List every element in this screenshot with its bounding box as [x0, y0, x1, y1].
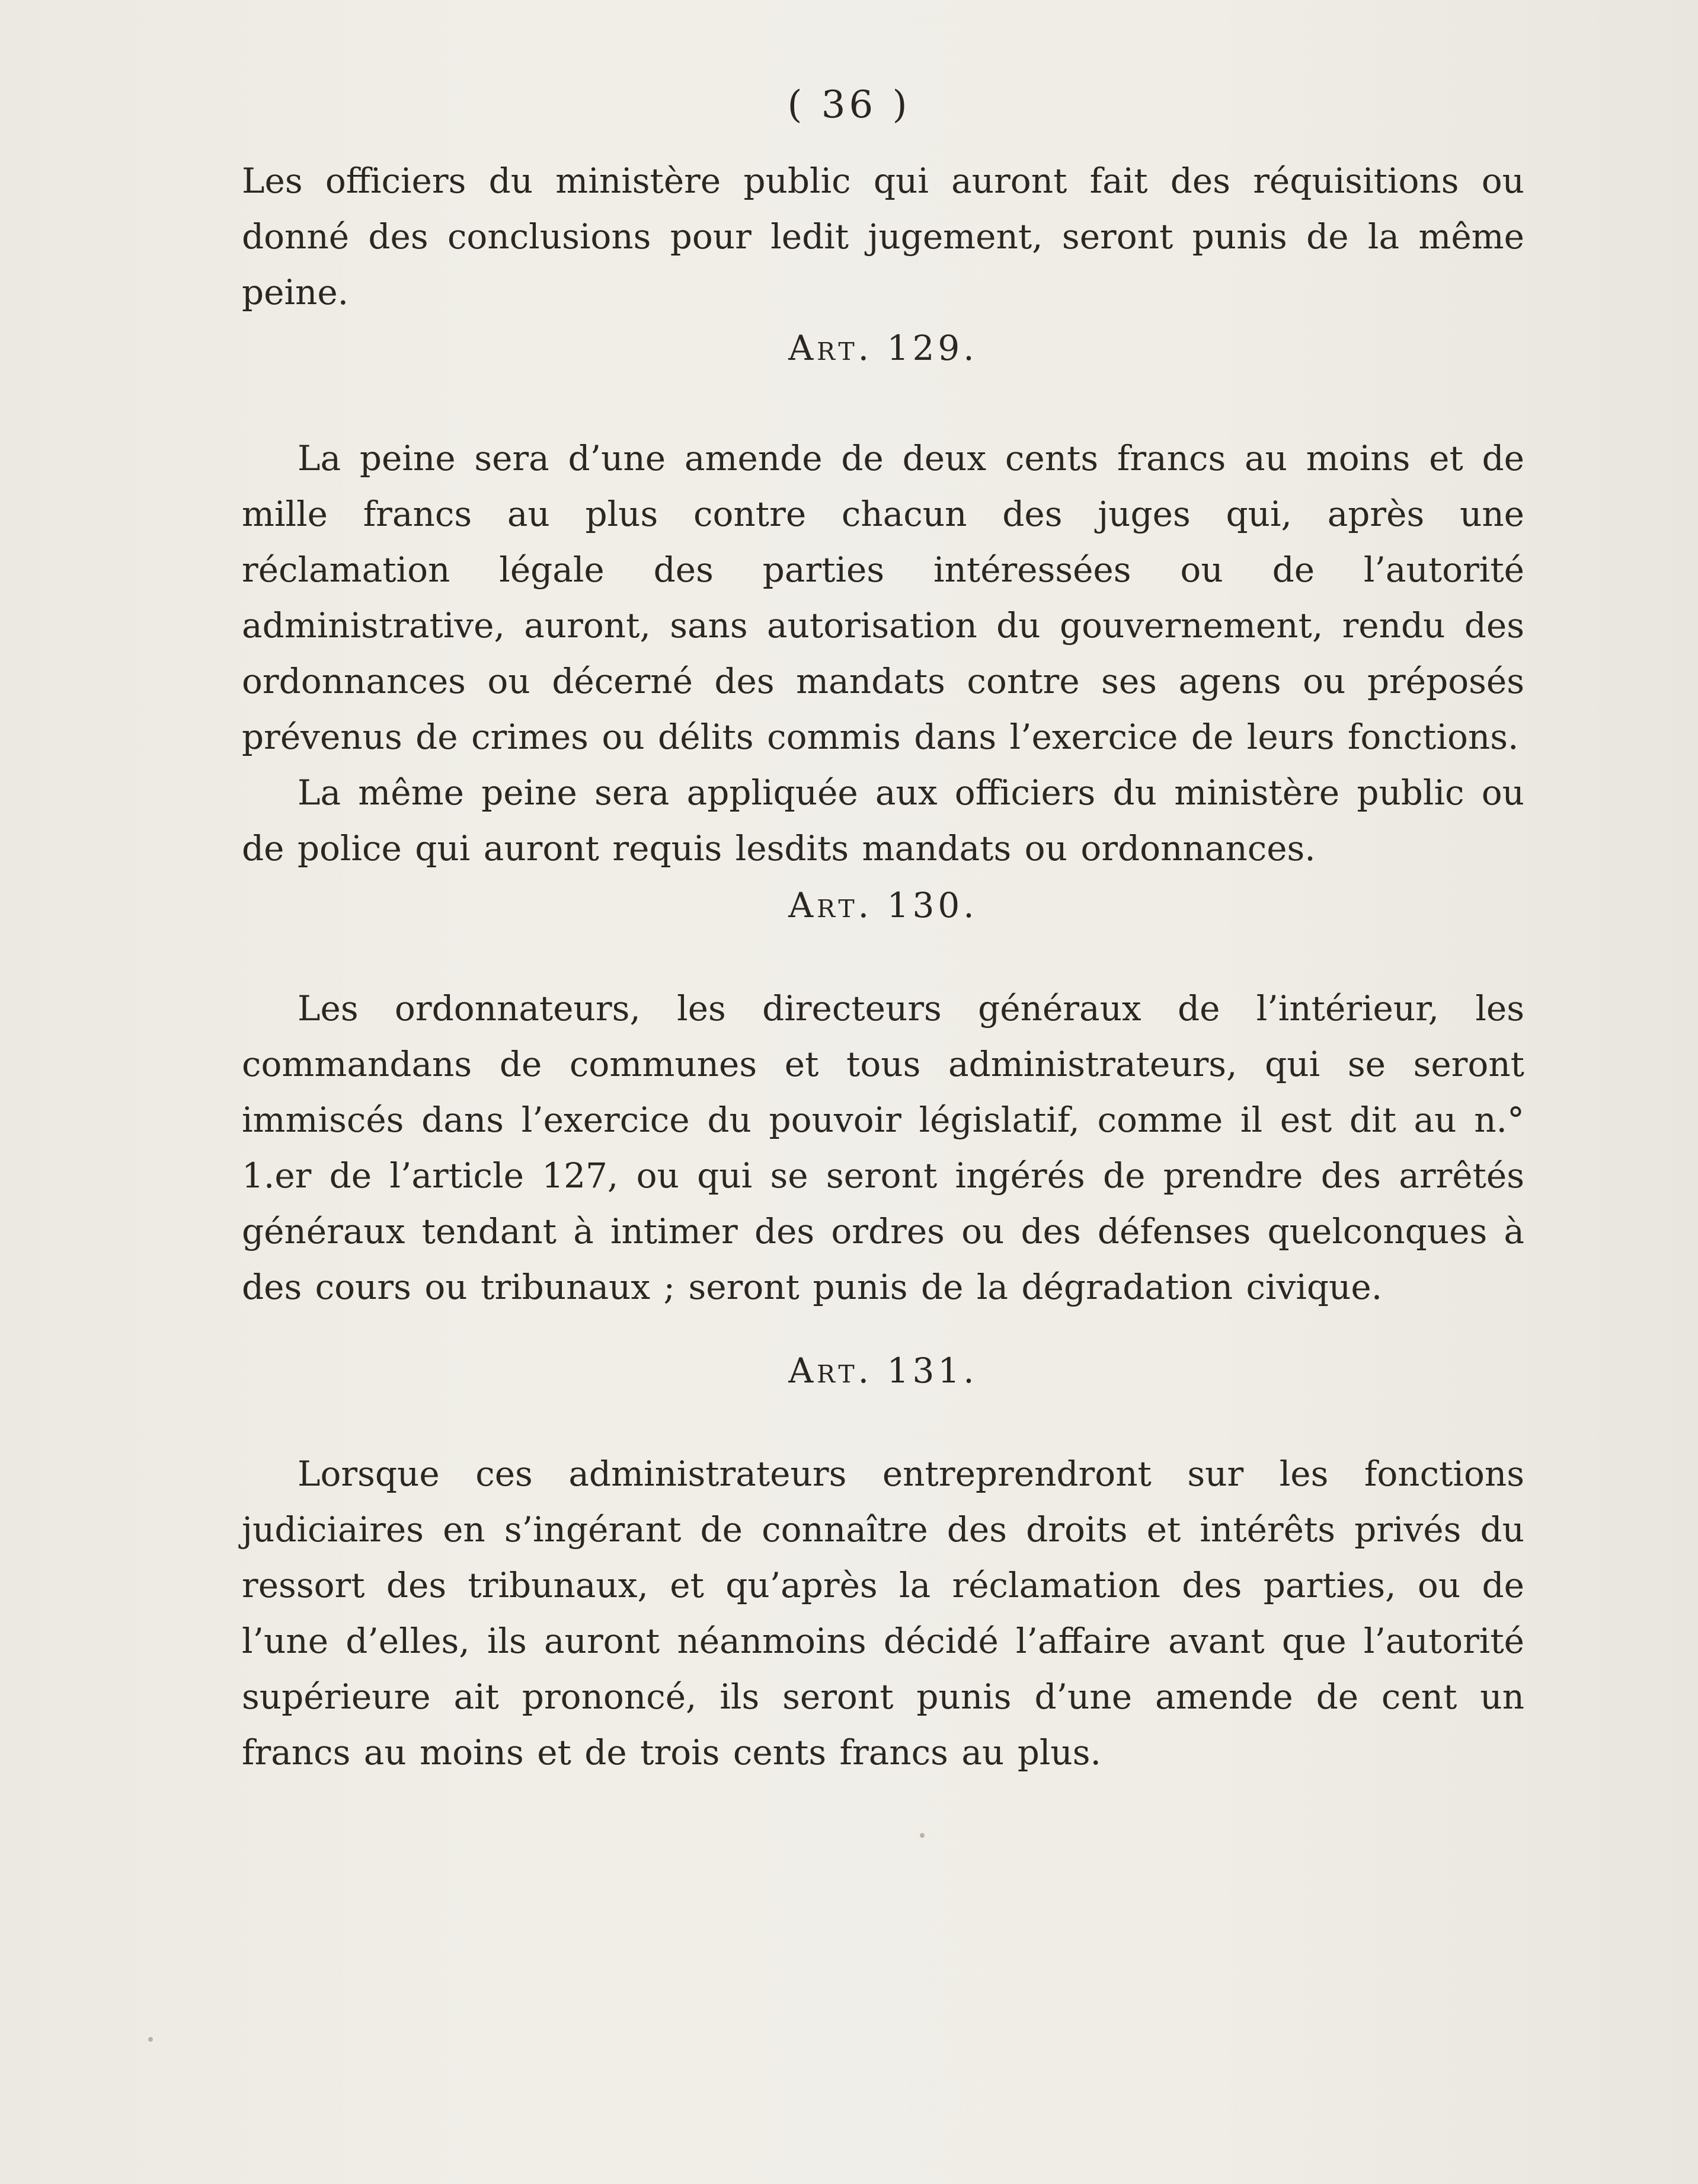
article-129: [242, 320, 1524, 876]
article-heading: Art. 130.: [788, 885, 978, 925]
article-paragraph: La même peine sera appliquée aux officiers du ministère public ou de police qui auront requis lesdits mandats ou ordonnances.: [242, 772, 1524, 869]
continuation-paragraph: Les officiers du ministère public qui auront fait des réquisitions ou donné des conclusions pour ledit jugement, seront punis de la même peine.: [242, 161, 1524, 312]
ink-speck: [920, 1833, 925, 1838]
article-paragraph: Lorsque ces administrateurs entreprendront sur les fonctions judiciaires en s’ingérant de connaître des droits et intérêts privés du ressort des tribunaux, et qu’après la réclamation des parties, ou de l’une d’elles, ils auront néanmoins décidé l’affaire avant que l’autorité supérieure ait prononcé, ils seront punis d’une amende de cent un francs au moins et de trois cents francs au plus.: [242, 1454, 1524, 1773]
page-number: ( 36 ): [787, 83, 911, 127]
ink-speck: [148, 2037, 153, 2042]
continuation-block: [242, 153, 1524, 320]
article-heading: Art. 129.: [788, 328, 978, 368]
article-heading: Art. 131.: [788, 1350, 978, 1391]
article-paragraph: La peine sera d’une amende de deux cents francs au moins et de mille francs au plus contre chacun des juges qui, après une réclamation légale des parties intéressées ou de l’autorité administrative, auront, sans autorisation du gouvernement, rendu des ordonnances ou décerné des mandats contre ses agens ou préposés prévenus de crimes ou délits commis dans l’exercice de leurs fonctions.: [242, 438, 1524, 757]
article-131: [242, 1343, 1524, 1780]
article-paragraph: Les ordonnateurs, les directeurs généraux de l’intérieur, les commandans de communes et tous administrateurs, qui se seront immiscés dans l’exercice du pouvoir législatif, comme il est dit au n.° 1.er de l’article 127, ou qui se seront ingérés de prendre des arrêtés généraux tendant à intimer des ordres ou des défenses quelconques à des cours ou tribunaux ; seront punis de la dégradation civique.: [242, 988, 1524, 1307]
article-130: [242, 877, 1524, 1315]
